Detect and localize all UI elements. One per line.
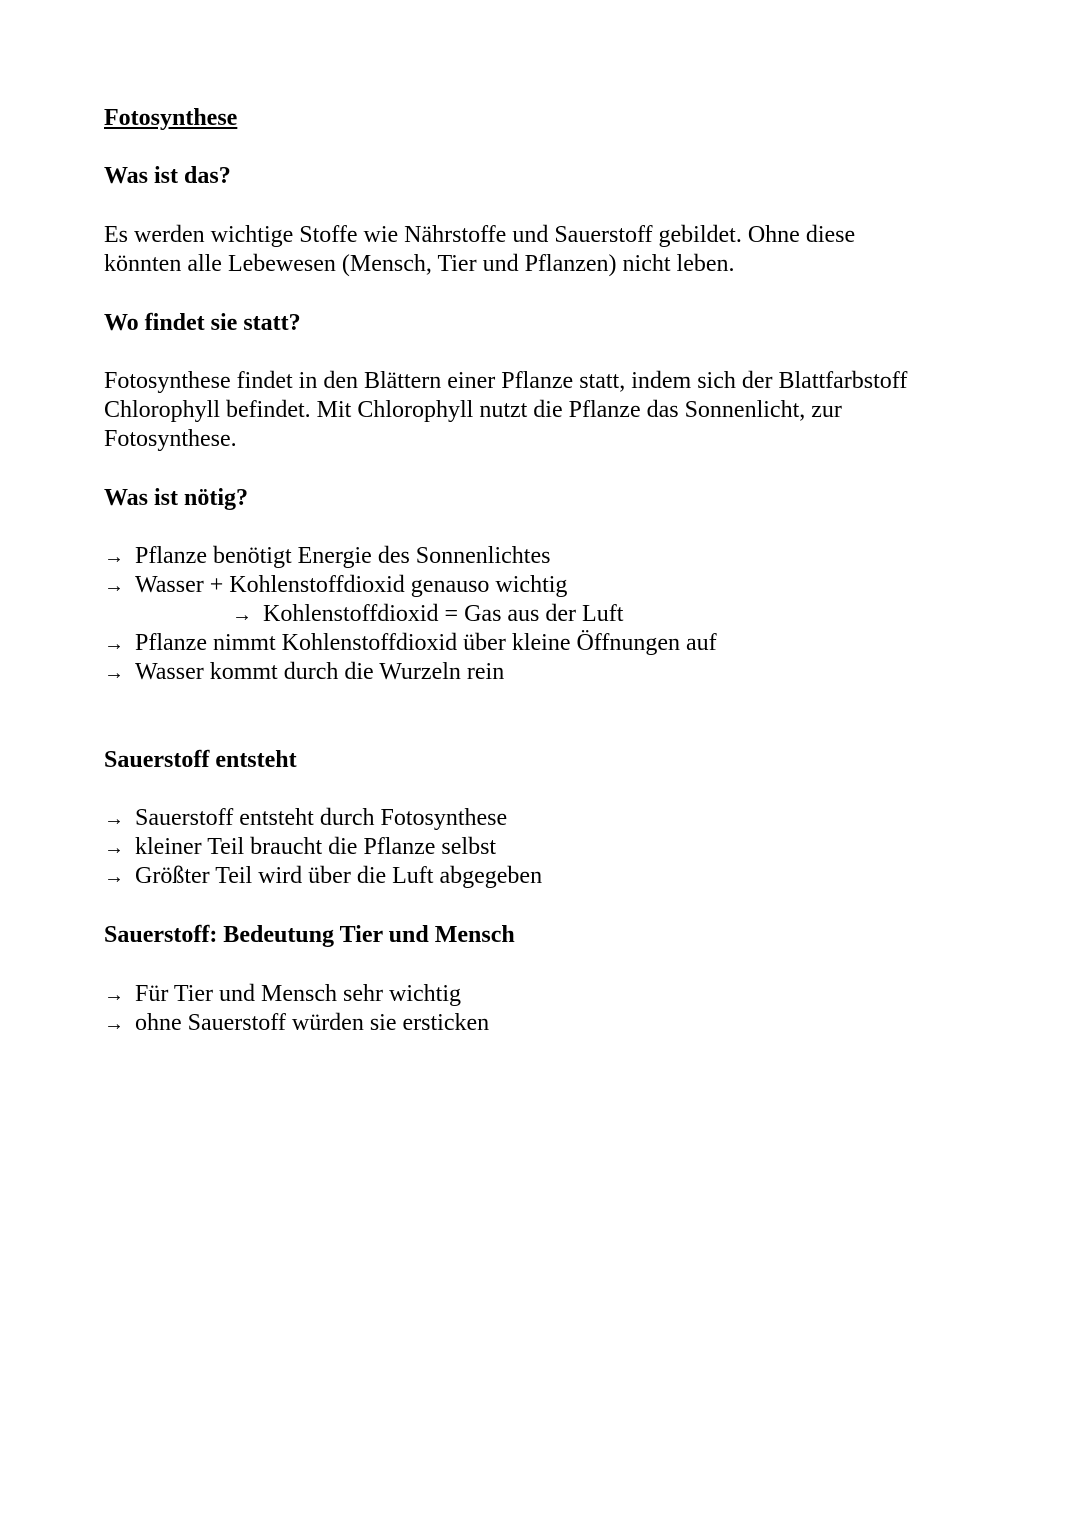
list-item-text: Größter Teil wird über die Luft abgegeben	[135, 863, 543, 889]
list-item-text: Für Tier und Mensch sehr wichtig	[135, 981, 461, 1007]
arrow-icon: →	[104, 546, 124, 568]
heading-sauerstoff-bedeutung: Sauerstoff: Bedeutung Tier und Mensch	[104, 922, 515, 948]
list-item	[104, 833, 496, 863]
list-item-text: kleiner Teil braucht die Pflanze selbst	[135, 834, 497, 860]
list-item	[104, 542, 550, 572]
heading-was-ist-das: Was ist das?	[104, 163, 231, 189]
heading-sauerstoff-entsteht: Sauerstoff entsteht	[104, 747, 297, 773]
list-item	[104, 804, 507, 834]
heading-wo-findet-sie-statt: Wo findet sie statt?	[104, 310, 301, 336]
arrow-icon: →	[104, 866, 124, 888]
arrow-icon: →	[104, 837, 124, 859]
list-item	[104, 658, 504, 688]
paragraph-line: könnten alle Lebewesen (Mensch, Tier und Pflanzen) nicht leben.	[104, 251, 735, 277]
list-item	[104, 980, 461, 1010]
arrow-icon: →	[232, 604, 252, 626]
arrow-icon: →	[104, 984, 124, 1006]
paragraph-line: Fotosynthese.	[104, 426, 237, 452]
list-item	[104, 629, 717, 659]
heading-was-ist-noetig: Was ist nötig?	[104, 485, 249, 511]
paragraph-line: Fotosynthese findet in den Blättern einer Pflanze statt, indem sich der Blattfarbstoff	[104, 368, 908, 394]
list-item-text: Wasser + Kohlenstoffdioxid genauso wichtig	[135, 572, 568, 598]
arrow-icon: →	[104, 808, 124, 830]
list-subitem	[232, 600, 623, 630]
arrow-icon: →	[104, 633, 124, 655]
list-item	[104, 571, 567, 601]
list-item-text: Pflanze benötigt Energie des Sonnenlichtes	[135, 543, 551, 569]
paragraph-line: Chlorophyll befindet. Mit Chlorophyll nutzt die Pflanze das Sonnenlicht, zur	[104, 397, 842, 423]
list-item-text: Sauerstoff entsteht durch Fotosynthese	[135, 805, 508, 831]
paragraph-line: Es werden wichtige Stoffe wie Nährstoffe und Sauerstoff gebildet. Ohne diese	[104, 222, 856, 248]
list-item	[104, 1009, 489, 1039]
document-title: Fotosynthese	[104, 105, 238, 131]
list-item-text: Kohlenstoffdioxid = Gas aus der Luft	[263, 601, 624, 627]
list-item-text: Wasser kommt durch die Wurzeln rein	[135, 659, 505, 685]
arrow-icon: →	[104, 575, 124, 597]
list-item-text: Pflanze nimmt Kohlenstoffdioxid über kleine Öffnungen auf	[135, 630, 717, 656]
arrow-icon: →	[104, 1013, 124, 1035]
list-item-text: ohne Sauerstoff würden sie ersticken	[135, 1010, 490, 1036]
list-item	[104, 862, 542, 892]
arrow-icon: →	[104, 662, 124, 684]
